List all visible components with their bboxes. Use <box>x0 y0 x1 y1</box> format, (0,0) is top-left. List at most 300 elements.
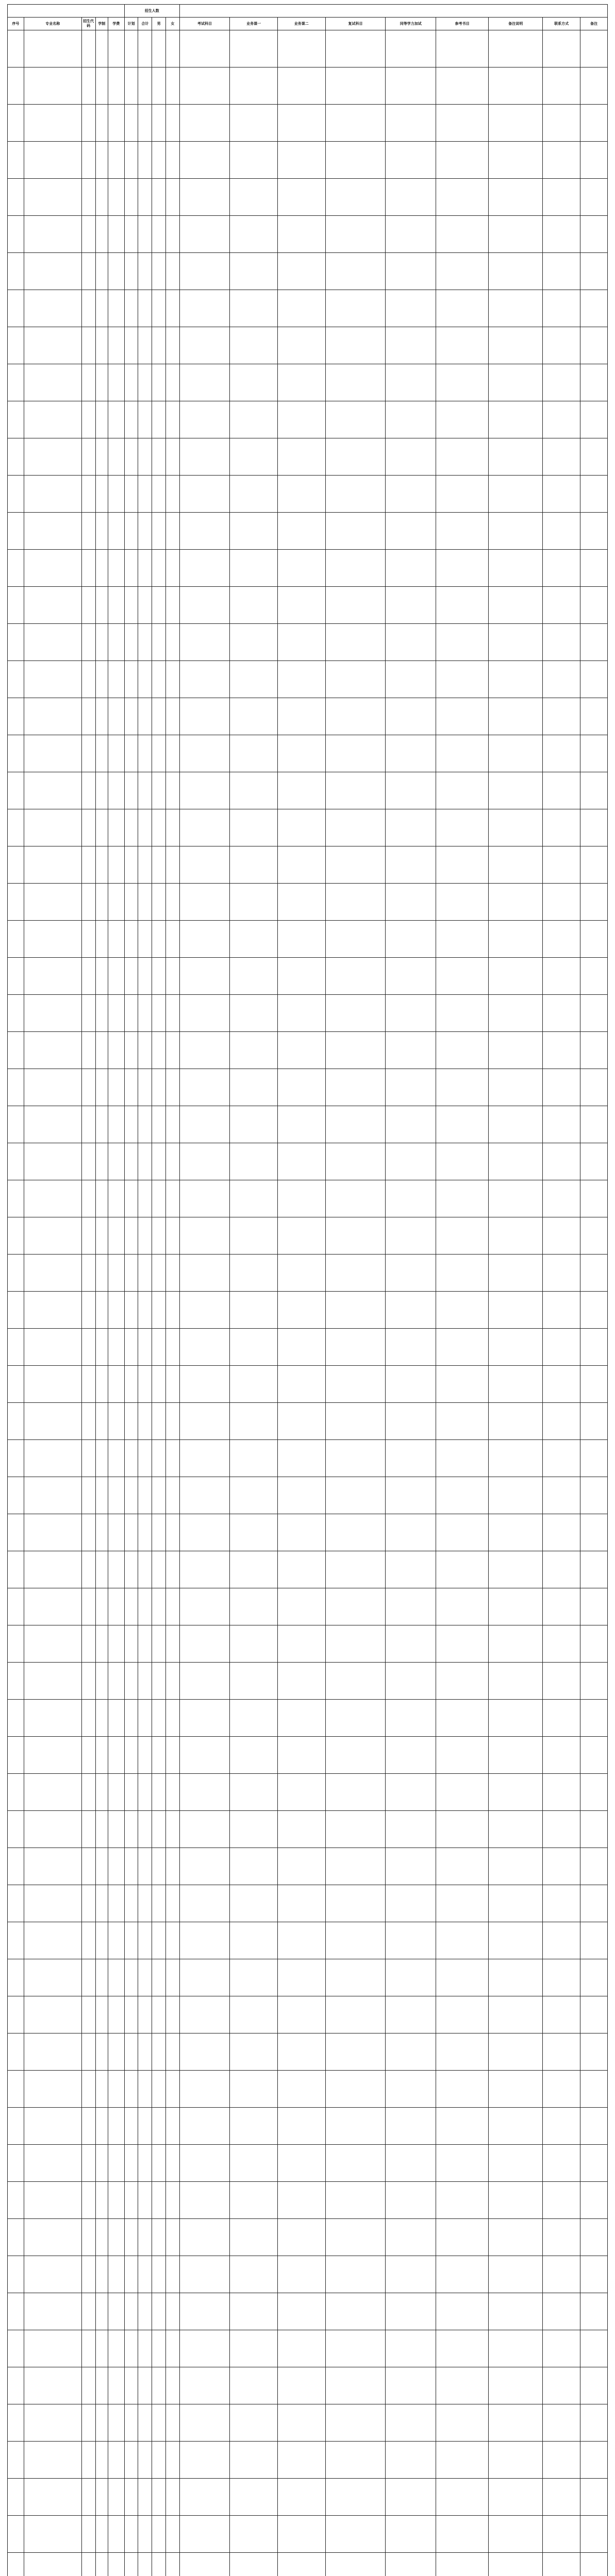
table-cell <box>138 1996 152 2033</box>
table-cell <box>325 1329 386 1366</box>
table-cell <box>179 30 229 67</box>
table-cell <box>81 2479 95 2516</box>
table-cell <box>95 995 108 1032</box>
table-cell <box>24 2145 81 2182</box>
table-cell <box>580 809 608 846</box>
table-cell <box>277 624 325 661</box>
table-cell <box>277 1255 325 1292</box>
table-cell <box>138 401 152 438</box>
table-cell <box>124 401 138 438</box>
table-cell <box>24 1885 81 1922</box>
table-cell <box>24 846 81 884</box>
table-cell <box>386 1440 436 1477</box>
table-cell <box>230 1217 278 1255</box>
column-header: 计划 <box>124 18 138 30</box>
table-cell <box>166 1143 180 1180</box>
table-cell <box>108 2108 124 2145</box>
table-cell <box>325 1588 386 1625</box>
table-row <box>8 2330 608 2367</box>
table-cell <box>277 1774 325 1811</box>
table-cell <box>580 698 608 735</box>
table-row <box>8 216 608 253</box>
table-cell <box>386 179 436 216</box>
table-cell <box>138 2071 152 2108</box>
table-cell <box>95 1996 108 2033</box>
table-cell <box>580 2293 608 2330</box>
table-cell <box>166 1663 180 1700</box>
table-row <box>8 438 608 476</box>
table-cell <box>124 1217 138 1255</box>
table-cell <box>277 2330 325 2367</box>
table-row <box>8 142 608 179</box>
table-cell <box>152 364 166 401</box>
table-cell <box>138 2033 152 2071</box>
table-cell <box>179 1514 229 1551</box>
table-cell <box>124 1848 138 1885</box>
table-cell <box>138 2293 152 2330</box>
table-cell <box>277 67 325 105</box>
table-cell <box>152 2330 166 2367</box>
table-cell <box>489 1959 543 1996</box>
column-header: 考试科目 <box>179 18 229 30</box>
table-cell <box>179 1143 229 1180</box>
table-cell <box>166 401 180 438</box>
table-cell <box>386 1032 436 1069</box>
table-cell <box>108 2071 124 2108</box>
table-cell <box>386 2293 436 2330</box>
table-cell <box>138 1403 152 1440</box>
table-cell <box>436 216 488 253</box>
table-cell <box>8 364 24 401</box>
table-cell <box>166 2553 180 2576</box>
table-row <box>8 1848 608 1885</box>
table-cell <box>325 364 386 401</box>
table-cell <box>81 2404 95 2442</box>
table-cell <box>81 2330 95 2367</box>
table-cell <box>277 1885 325 1922</box>
table-cell <box>436 2071 488 2108</box>
table-cell <box>386 1811 436 1848</box>
table-cell <box>580 1885 608 1922</box>
table-cell <box>325 67 386 105</box>
table-cell <box>325 2330 386 2367</box>
table-cell <box>81 1588 95 1625</box>
table-cell <box>138 438 152 476</box>
table-cell <box>124 2516 138 2553</box>
table-cell <box>230 2442 278 2479</box>
table-cell <box>138 327 152 364</box>
table-cell <box>580 216 608 253</box>
table-cell <box>489 1292 543 1329</box>
table-cell <box>325 1217 386 1255</box>
table-cell <box>95 401 108 438</box>
table-cell <box>124 1959 138 1996</box>
table-cell <box>108 1737 124 1774</box>
table-cell <box>8 661 24 698</box>
table-cell <box>277 2367 325 2404</box>
table-cell <box>108 2219 124 2256</box>
table-cell <box>152 2404 166 2442</box>
table-cell <box>179 1625 229 1663</box>
column-header: 复试科目 <box>325 18 386 30</box>
table-row <box>8 364 608 401</box>
table-cell <box>24 401 81 438</box>
table-cell <box>230 735 278 772</box>
table-cell <box>386 105 436 142</box>
table-cell <box>179 1069 229 1106</box>
table-cell <box>277 1143 325 1180</box>
table-cell <box>166 661 180 698</box>
table-cell <box>230 476 278 513</box>
table-cell <box>386 364 436 401</box>
table-cell <box>580 1032 608 1069</box>
table-cell <box>230 1292 278 1329</box>
table-cell <box>489 1106 543 1143</box>
table-cell <box>81 513 95 550</box>
table-cell <box>138 2479 152 2516</box>
table-cell <box>230 253 278 290</box>
table-cell <box>124 2404 138 2442</box>
table-cell <box>179 1885 229 1922</box>
table-cell <box>489 2367 543 2404</box>
table-cell <box>124 772 138 809</box>
table-cell <box>580 2330 608 2367</box>
table-cell <box>8 30 24 67</box>
table-cell <box>108 1366 124 1403</box>
table-row <box>8 2071 608 2108</box>
table-cell <box>8 476 24 513</box>
table-cell <box>489 2404 543 2442</box>
table-row <box>8 1996 608 2033</box>
table-cell <box>489 1180 543 1217</box>
table-cell <box>138 661 152 698</box>
table-cell <box>580 1180 608 1217</box>
table-cell <box>108 253 124 290</box>
table-cell <box>138 1329 152 1366</box>
table-cell <box>179 513 229 550</box>
table-cell <box>277 1700 325 1737</box>
table-cell <box>108 105 124 142</box>
table-cell <box>152 438 166 476</box>
table-cell <box>277 2182 325 2219</box>
table-cell <box>124 587 138 624</box>
table-cell <box>543 290 580 327</box>
table-cell <box>230 1366 278 1403</box>
table-cell <box>277 1477 325 1514</box>
table-cell <box>81 809 95 846</box>
table-cell <box>124 2330 138 2367</box>
table-cell <box>277 846 325 884</box>
table-cell <box>152 2553 166 2576</box>
table-cell <box>108 438 124 476</box>
table-cell <box>386 67 436 105</box>
table-cell <box>230 1737 278 1774</box>
table-cell <box>124 921 138 958</box>
table-cell <box>386 735 436 772</box>
column-header: 业务课二 <box>277 18 325 30</box>
table-cell <box>325 772 386 809</box>
table-cell <box>580 735 608 772</box>
table-cell <box>325 1774 386 1811</box>
table-cell <box>108 884 124 921</box>
table-cell <box>81 661 95 698</box>
table-cell <box>436 1774 488 1811</box>
table-cell <box>580 2108 608 2145</box>
table-cell <box>386 772 436 809</box>
table-cell <box>179 1329 229 1366</box>
table-cell <box>81 476 95 513</box>
table-cell <box>8 1440 24 1477</box>
table-cell <box>230 1848 278 1885</box>
table-cell <box>543 2071 580 2108</box>
table-cell <box>277 2293 325 2330</box>
table-cell <box>436 1217 488 1255</box>
table-cell <box>277 1106 325 1143</box>
table-cell <box>436 735 488 772</box>
table-cell <box>166 1366 180 1403</box>
table-cell <box>230 1255 278 1292</box>
table-cell <box>580 1811 608 1848</box>
table-cell <box>24 290 81 327</box>
table-cell <box>325 1180 386 1217</box>
table-cell <box>436 364 488 401</box>
table-cell <box>81 2219 95 2256</box>
table-cell <box>277 772 325 809</box>
table-cell <box>108 142 124 179</box>
table-cell <box>24 2182 81 2219</box>
table-cell <box>24 1440 81 1477</box>
table-cell <box>152 2145 166 2182</box>
table-cell <box>95 1255 108 1292</box>
table-cell <box>325 2256 386 2293</box>
table-cell <box>95 1032 108 1069</box>
table-cell <box>543 2182 580 2219</box>
table-cell <box>489 698 543 735</box>
table-cell <box>124 513 138 550</box>
table-cell <box>543 253 580 290</box>
table-cell <box>277 513 325 550</box>
table-cell <box>24 2256 81 2293</box>
table-cell <box>179 438 229 476</box>
table-cell <box>166 476 180 513</box>
table-cell <box>489 921 543 958</box>
table-cell <box>24 2330 81 2367</box>
table-cell <box>24 2442 81 2479</box>
table-cell <box>24 105 81 142</box>
table-cell <box>179 2404 229 2442</box>
table-row <box>8 2442 608 2479</box>
table-cell <box>95 1180 108 1217</box>
table-cell <box>277 1551 325 1588</box>
table-cell <box>24 2553 81 2576</box>
table-cell <box>325 1663 386 1700</box>
table-cell <box>543 327 580 364</box>
table-cell <box>124 1403 138 1440</box>
table-cell <box>489 1700 543 1737</box>
table-cell <box>277 1440 325 1477</box>
table-cell <box>95 550 108 587</box>
table-cell <box>386 2330 436 2367</box>
table-cell <box>24 2108 81 2145</box>
table-cell <box>230 2182 278 2219</box>
table-cell <box>489 2479 543 2516</box>
table-cell <box>436 2108 488 2145</box>
table-cell <box>124 2367 138 2404</box>
table-cell <box>81 921 95 958</box>
table-row <box>8 1403 608 1440</box>
table-cell <box>179 1032 229 1069</box>
table-cell <box>152 587 166 624</box>
table-cell <box>179 1959 229 1996</box>
table-cell <box>179 809 229 846</box>
table-cell <box>179 587 229 624</box>
table-cell <box>489 1440 543 1477</box>
table-cell <box>152 661 166 698</box>
table-cell <box>124 2293 138 2330</box>
table-cell <box>543 735 580 772</box>
table-cell <box>580 2516 608 2553</box>
table-cell <box>152 1811 166 1848</box>
table-cell <box>386 1329 436 1366</box>
table-cell <box>386 1588 436 1625</box>
table-cell <box>325 1811 386 1848</box>
table-cell <box>152 2479 166 2516</box>
table-cell <box>386 1625 436 1663</box>
table-cell <box>230 846 278 884</box>
table-cell <box>580 624 608 661</box>
table-cell <box>179 1440 229 1477</box>
table-cell <box>152 809 166 846</box>
table-row <box>8 1366 608 1403</box>
table-cell <box>8 884 24 921</box>
table-cell <box>8 1180 24 1217</box>
table-cell <box>152 846 166 884</box>
table-row <box>8 1180 608 1217</box>
table-cell <box>24 2033 81 2071</box>
table-cell <box>95 1959 108 1996</box>
table-cell <box>179 2442 229 2479</box>
table-cell <box>230 587 278 624</box>
table-cell <box>580 327 608 364</box>
table-cell <box>24 327 81 364</box>
table-cell <box>81 1069 95 1106</box>
table-cell <box>24 30 81 67</box>
table-cell <box>543 1032 580 1069</box>
table-cell <box>124 1811 138 1848</box>
table-cell <box>277 2071 325 2108</box>
table-cell <box>124 179 138 216</box>
table-cell <box>124 1588 138 1625</box>
table-cell <box>325 1885 386 1922</box>
table-cell <box>436 1440 488 1477</box>
table-cell <box>124 1885 138 1922</box>
table-cell <box>386 1403 436 1440</box>
table-cell <box>543 1403 580 1440</box>
table-cell <box>108 735 124 772</box>
table-cell <box>386 2367 436 2404</box>
table-cell <box>543 1366 580 1403</box>
table-cell <box>580 921 608 958</box>
table-cell <box>489 2108 543 2145</box>
table-cell <box>325 2442 386 2479</box>
table-cell <box>489 995 543 1032</box>
table-cell <box>138 2330 152 2367</box>
table-cell <box>386 1737 436 1774</box>
table-cell <box>580 142 608 179</box>
table-cell <box>8 1403 24 1440</box>
table-cell <box>489 1217 543 1255</box>
table-cell <box>81 105 95 142</box>
table-cell <box>325 735 386 772</box>
table-cell <box>81 2367 95 2404</box>
table-cell <box>325 1366 386 1403</box>
table-cell <box>95 1440 108 1477</box>
table-cell <box>436 958 488 995</box>
table-cell <box>489 1588 543 1625</box>
table-cell <box>580 438 608 476</box>
table-cell <box>152 1217 166 1255</box>
table-cell <box>436 30 488 67</box>
table-cell <box>108 1848 124 1885</box>
table-cell <box>124 290 138 327</box>
table-cell <box>81 958 95 995</box>
table-cell <box>152 327 166 364</box>
table-cell <box>436 2553 488 2576</box>
table-cell <box>386 1848 436 1885</box>
table-cell <box>138 2145 152 2182</box>
table-cell <box>124 698 138 735</box>
table-cell <box>580 253 608 290</box>
table-cell <box>108 1811 124 1848</box>
table-cell <box>8 1959 24 1996</box>
table-cell <box>325 661 386 698</box>
table-cell <box>152 513 166 550</box>
table-cell <box>436 2479 488 2516</box>
table-cell <box>124 2033 138 2071</box>
table-cell <box>325 105 386 142</box>
table-cell <box>325 624 386 661</box>
table-cell <box>8 2479 24 2516</box>
table-cell <box>8 2404 24 2442</box>
table-cell <box>580 958 608 995</box>
table-cell <box>386 438 436 476</box>
table-cell <box>81 179 95 216</box>
table-cell <box>124 142 138 179</box>
table-cell <box>489 2145 543 2182</box>
table-cell <box>325 2404 386 2442</box>
table-cell <box>580 401 608 438</box>
table-cell <box>543 2330 580 2367</box>
table-cell <box>277 661 325 698</box>
table-cell <box>24 587 81 624</box>
table-cell <box>81 2293 95 2330</box>
header-row-group <box>8 5 608 18</box>
table-cell <box>108 1885 124 1922</box>
table-cell <box>81 1329 95 1366</box>
table-cell <box>95 2367 108 2404</box>
table-cell <box>436 2516 488 2553</box>
table-cell <box>95 624 108 661</box>
table-cell <box>436 2145 488 2182</box>
table-cell <box>277 2553 325 2576</box>
table-cell <box>95 2553 108 2576</box>
table-cell <box>277 1366 325 1403</box>
table-cell <box>95 1477 108 1514</box>
table-cell <box>489 2219 543 2256</box>
column-header: 序号 <box>8 18 24 30</box>
table-cell <box>489 1477 543 1514</box>
table-cell <box>8 1551 24 1588</box>
